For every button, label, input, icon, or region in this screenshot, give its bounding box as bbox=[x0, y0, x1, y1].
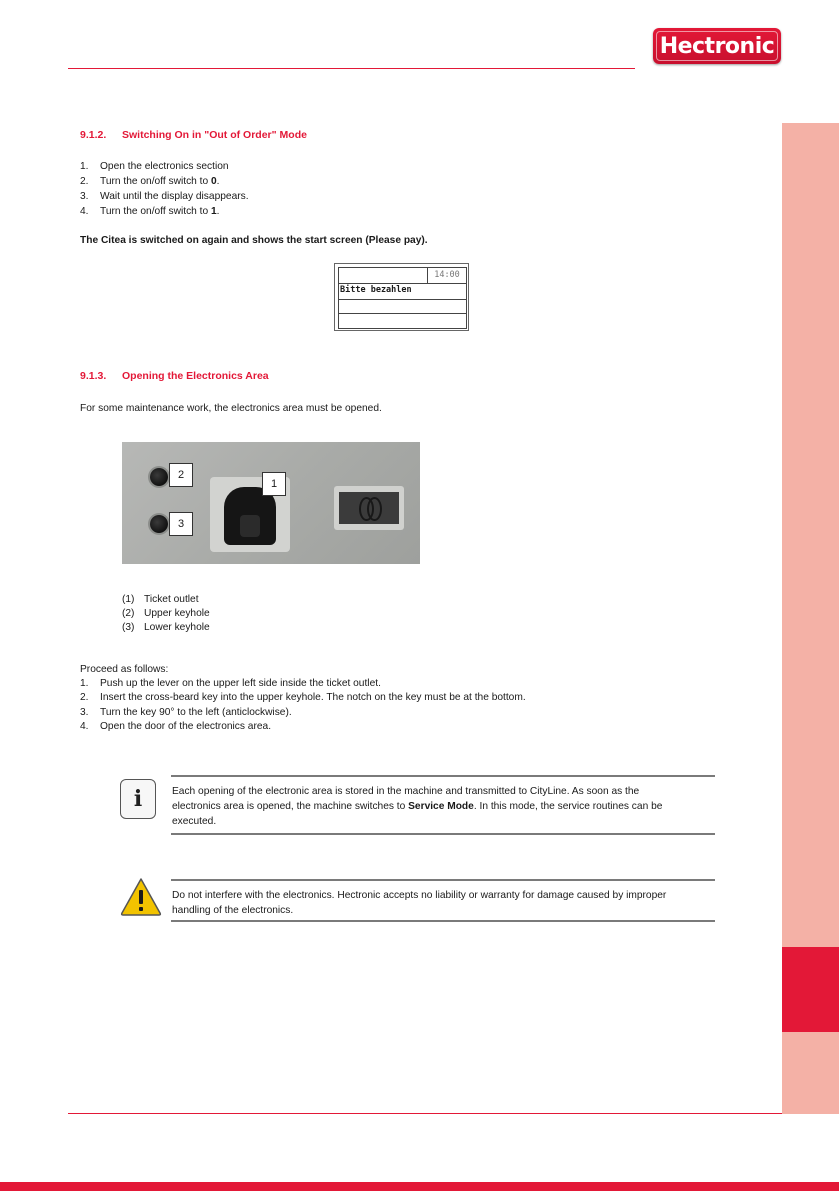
list-item: 4. Turn the on/off switch to 1. bbox=[80, 206, 220, 217]
logo-text: Hectronic bbox=[659, 33, 775, 59]
lcd-time: 14:00 bbox=[427, 268, 466, 284]
hectronic-logo bbox=[653, 28, 781, 64]
list-item: 3. Wait until the display disappears. bbox=[80, 191, 249, 202]
callout-2: 2 bbox=[169, 463, 193, 487]
list-item: 2. Insert the cross-beard key into the upper keyhole. The notch on the key must be at the bottom. bbox=[80, 692, 526, 703]
section-heading-switching-on: 9.1.2. Switching On in "Out of Order" Mode bbox=[80, 129, 307, 141]
info-icon: i bbox=[120, 779, 156, 819]
coin-slot bbox=[334, 486, 404, 530]
callout-3: 3 bbox=[169, 512, 193, 536]
footer-divider bbox=[68, 1113, 782, 1114]
legend-item: (3) Lower keyhole bbox=[122, 622, 210, 633]
note-divider bbox=[171, 920, 715, 922]
list-item: 1. Push up the lever on the upper left side inside the ticket outlet. bbox=[80, 678, 381, 689]
note-divider bbox=[171, 833, 715, 835]
list-item: 4. Open the door of the electronics area. bbox=[80, 721, 272, 732]
callout-1: 1 bbox=[262, 472, 286, 496]
lcd-message: Bitte bezahlen bbox=[340, 285, 412, 295]
warning-icon bbox=[119, 876, 163, 918]
lower-keyhole bbox=[150, 515, 168, 533]
info-note-text: Each opening of the electronic area is stored in the machine and transmitted to CityLine. As soon as the electronics area is opened, the machine switches to Service Mode. In this mode, the service routines can be executed. bbox=[172, 786, 663, 827]
upper-keyhole bbox=[150, 468, 168, 486]
intro-text: For some maintenance work, the electronics area must be opened. bbox=[80, 403, 382, 414]
lcd-display bbox=[334, 263, 469, 331]
legend-item: (1) Ticket outlet bbox=[122, 594, 199, 605]
note-divider bbox=[171, 879, 715, 881]
proceed-text: Proceed as follows: bbox=[80, 664, 169, 675]
note-divider bbox=[171, 775, 715, 777]
result-text: The Citea is switched on again and shows the start screen (Please pay). bbox=[80, 235, 428, 246]
chapter-sidebar-active-tab bbox=[782, 947, 839, 1032]
footer-bar bbox=[0, 1182, 839, 1191]
list-item: 1. Open the electronics section bbox=[80, 161, 229, 172]
list-item: 3. Turn the key 90° to the left (anticlockwise). bbox=[80, 707, 292, 718]
section-heading-opening-electronics: 9.1.3. Opening the Electronics Area bbox=[80, 370, 269, 382]
legend-item: (2) Upper keyhole bbox=[122, 608, 210, 619]
warning-note-text: Do not interfere with the electronics. Hectronic accepts no liability or warranty for damage caused by improper handling of the electronics. bbox=[172, 890, 667, 916]
list-item: 2. Turn the on/off switch to 0. bbox=[80, 176, 220, 187]
device-photo bbox=[122, 442, 420, 564]
header-divider bbox=[68, 68, 635, 69]
